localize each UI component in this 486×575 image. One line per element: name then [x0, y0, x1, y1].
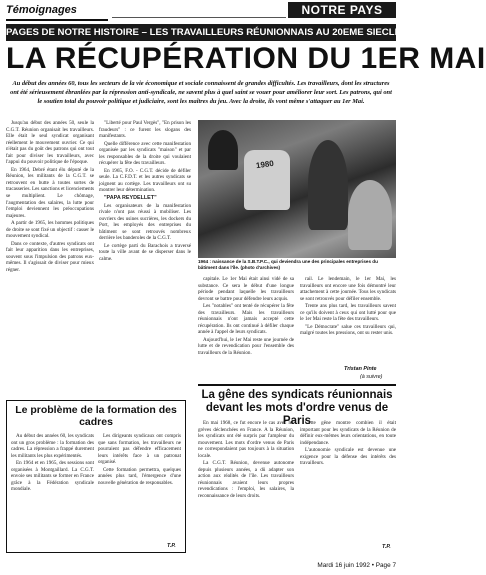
- paragraph: Aujourd'hui, le 1er Mai reste une journée de lutte et de revendication pour l'ensemble des travailleurs de la Réunion.: [198, 336, 294, 357]
- paragraph: capitale. Le 1er Mai était ainsi vidé de sa substance. Ce sera le début d'une longue période pendant laquelle les travailleurs devront se battre pour défendre leurs acquis.: [198, 276, 294, 302]
- article-column-4: [300, 276, 396, 366]
- paragraph: Les "notables" ont tenté de récupérer la fête des travailleurs. Mais les travailleurs réunionnais n'ont jamais accepté cette récupération. Ils ont continué à défiler chaque année à l'appel de leurs syndicats.: [198, 303, 294, 336]
- box-title: Le problème de la formation des cadres: [15, 404, 177, 428]
- photo-caption: 1964 : naissance de la S.B.T.P.C., qui deviendra une des principales entreprises du bâtiment dans l'île. (photo d'archives): [198, 259, 378, 270]
- section-title: Témoignages: [6, 3, 108, 21]
- paragraph: En mai 1968, ce fut encore le cas avec les grèves déclenchées en France. A la Réunion, les syndicats ont été surpris par l'ampleur du mouvement. Les mots d'ordre venus de Paris ne correspondaient pas toujours à la situation locale.: [198, 420, 294, 459]
- paragraph: Quelle différence avec cette manifestation organisée par les syndicats "maison" et par les responsables de la droite qui voulaient récupérer la fête des travailleurs.: [99, 140, 191, 167]
- paragraph: "Liberté pour Paul Vergès", "En prison les fraudeurs" : ce furent les slogans des manifestants.: [99, 120, 191, 140]
- sidebar-box-training: [6, 400, 186, 553]
- paragraph: En 1964, Debré étant élu député de la Réunion, les militants de la C.G.T. se retrouvent en butte à toutes sortes de tracasseries. Les sanctions et licenciements se multiplient. Le chômage, l'augmentation des salaires, la lutte pour l'emploi deviennent les préoccupations majeures.: [6, 166, 94, 219]
- photo-figure: [208, 130, 238, 170]
- box-signature: T.P.: [167, 543, 176, 549]
- article-signature: Tristan Pinte: [344, 366, 377, 372]
- archive-photo: [198, 120, 396, 258]
- photo-figure: [308, 140, 348, 230]
- box-text-column-1: [11, 433, 94, 548]
- paragraph: A partir de 1965, les hommes politiques de droite se sont fixé un objectif : casser le mouvement syndical.: [6, 220, 94, 240]
- headline: LA RÉCUPÉRATION DU 1ER MAI: [6, 42, 486, 75]
- photo-figure: [348, 180, 392, 250]
- paragraph: "Le Démocrate" salue ces travailleurs qui, malgré toutes les pressions, ont su rester unis.: [300, 323, 396, 337]
- paragraph: Les dirigeants syndicaux ont compris que sans formation, les travailleurs ne pourraient pas défendre efficacement leurs intérêts face à un patronat organisé.: [98, 433, 181, 466]
- paragraph: Cette formation permettra, quelques années plus tard, l'émergence d'une nouvelle génération de responsables.: [98, 466, 181, 486]
- inline-subhead: "PAPA REYDELLET": [104, 195, 157, 202]
- box-text-column-1: [198, 420, 294, 550]
- paragraph: Jusqu'au début des années 50, seule la C.G.T. Réunion organisait les travailleurs. Elle était le seul syndicat organisant réellement le mouvement ouvrier. Ce qui n'était pas du goût des patrons qui ont tout fait pour diviser les travailleurs, avec l'appui du pouvoir politique de l'époque.: [6, 120, 94, 166]
- paragraph: La C.G.T. Réunion, devenue autonome depuis plusieurs années, a dû adapter son action aux réalités de l'île. Les travailleurs réunionnais avaient leurs propres revendications : l'emploi, les salaires, la reconnaissance de leurs droits.: [198, 460, 294, 500]
- page-footer: Mardi 16 juin 1992 • Page 7: [317, 562, 396, 569]
- box-text-column-2: [300, 420, 396, 542]
- paragraph: Au début des années 60, les syndicats ont un gros problème : la formation des cadres. La répression a frappé durement les militants les plus expérimentés.: [11, 433, 94, 459]
- box-signature: T.P.: [382, 544, 391, 550]
- lead-paragraph: Au début des années 60, tous les secteurs de la vie économique et sociale connaissent de grandes difficultés. Les travailleurs, dont les structures ont été sérieusement ébranlées par la répression anti-syndicale, ne savent plus à quel saint se vouer pour améliorer leur sort. Les patrons, qui ont le soutien total du pouvoir politique et judiciaire, sont les maîtres du jeu. Avec la droite, ils vont même s'attaquer au 1er Mai.: [10, 80, 392, 106]
- paragraph: L'autonomie syndicale est devenue une exigence pour la défense des intérêts des travailleurs.: [300, 447, 396, 467]
- paragraph: Les organisateurs de la manifestation rivale n'ont pas réussi à mobiliser. Les ouvriers des usines sucrières, les dockers du Port, les employés des entreprises du bâtiment se sont retrouvés nombreux derrière les banderoles de la C.G.T.: [99, 202, 191, 242]
- section-badge: NOTRE PAYS: [288, 2, 396, 18]
- paragraph: Cette gêne montre combien il était important pour les syndicats de la Réunion de définir eux-mêmes leurs orientations, en toute indépendance.: [300, 420, 396, 446]
- box-title: La gêne des syndicats réunionnais devant les mots d'ordre venus de Paris: [201, 389, 393, 427]
- series-banner: PAGES DE NOTRE HISTOIRE – LES TRAVAILLEURS RÉUNIONNAIS AU 20EME SIECLE: [6, 24, 396, 41]
- photo-detail: 1980: [255, 158, 275, 171]
- paragraph: Le cortège parti du Barachois a traversé toute la ville avant de se disperser dans le calme.: [99, 242, 191, 262]
- sidebar-box-paris: [198, 384, 396, 553]
- to-be-continued: (à suivre): [360, 374, 383, 380]
- paragraph: En 1965, F.O. - C.G.T. décide de défiler seule. La C.F.D.T. et les autres syndicats se joignent au cortège. Les travailleurs ont su montrer leur détermination.: [99, 167, 191, 194]
- paragraph: En 1964 et en 1965, des sessions sont organisées à Montgaillard. La C.G.T. envoie ses militants se former en France grâce à la Fédération syndicale mondiale.: [11, 460, 94, 493]
- paragraph: Dans ce contexte, d'autres syndicats ont fait leur apparition dans les entreprises, souvent sous l'impulsion des patrons eux-mêmes. Il s'agissait de diviser pour mieux régner.: [6, 240, 94, 274]
- article-column-3: [198, 276, 294, 380]
- article-column-2: [99, 120, 191, 395]
- box-text-column-2: [98, 433, 181, 543]
- paragraph: Trente ans plus tard, les travailleurs savent ce qu'ils doivent à ceux qui ont lutté pour que le 1er Mai reste la fête des travailleurs.: [300, 303, 396, 323]
- paragraph: rail. Le lendemain, le 1er Mai, les travailleurs ont encore une fois démontré leur attachement à cette journée. Tous les syndicats se sont retrouvés pour défiler ensemble.: [300, 276, 396, 302]
- header-rule: [112, 17, 286, 18]
- article-column-1: [6, 120, 94, 395]
